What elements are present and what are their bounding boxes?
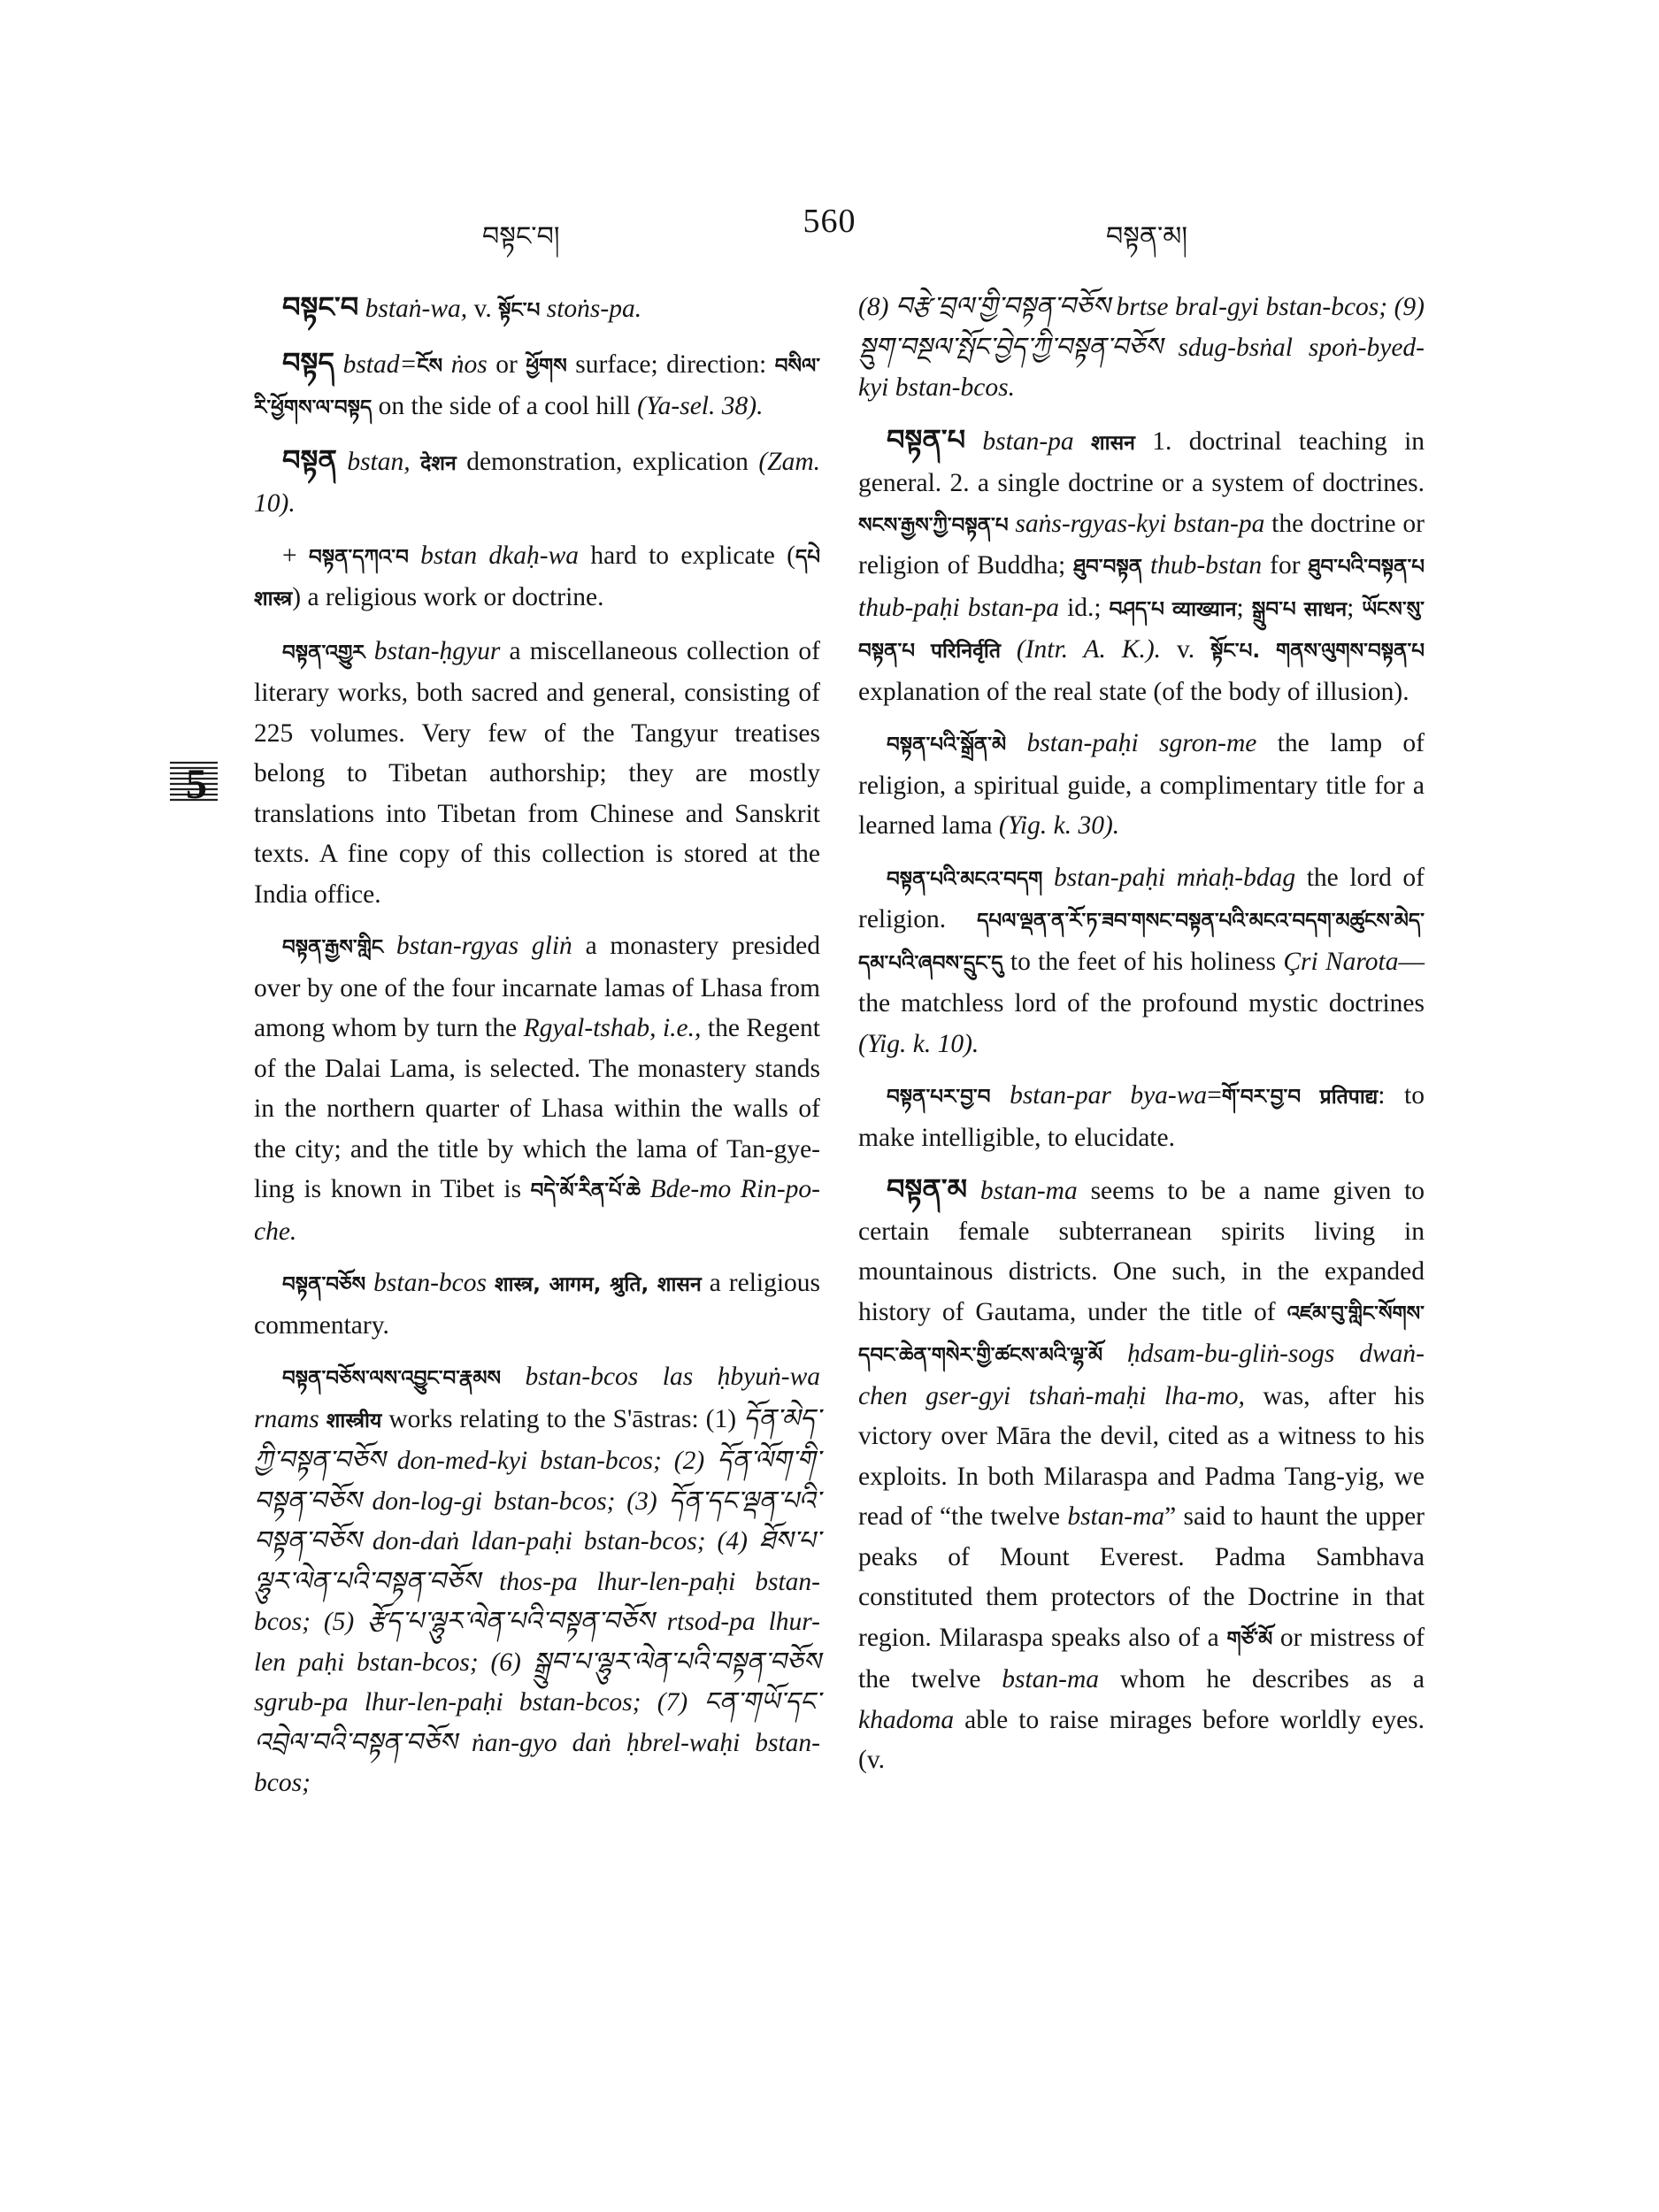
entry-commentary-list-cont: (8) བརྩེ་བྲལ་གྱི་བསྟན་བཅོས brtse bral-gyi bstan-bcos; (9) སྡུག་བསྔལ་སྤོང་བྱེད་ཀྱི་བསྟན་བཅོས sdug-bsṅal spoṅ-byed-kyi bstan-bcos. <box>858 293 1425 402</box>
entry-bstang-wa: བསྟང་བ bstaṅ-wa, v. སྟོང་པ stoṅs-pa. <box>282 290 642 324</box>
entry-bstan-par-bya-wa: བསྟན་པར་བྱ་བ bstan-par bya-wa=གོ་བར་བྱ་བ प्रतिपाद्य: to make intelligible, to elucidate. <box>858 1081 1425 1152</box>
entry-bstan-pahi-mngah-bdag: བསྟན་པའི་མངའ་བདག bstan-paḥi mṅaḥ-bdag the lord of religion. དཔལ་ལྡན་ན་རོ་ཏ་ཟབ་གསང་བསྟན་པའི་མངའ་བདག་མཚུངས་མེད་དམ་པའི་ཞབས་དྲུང་དུ to the feet of his holiness Çri Narota—the matchless lord of the profound mystic doctrines (Yig. k. 10). <box>858 863 1425 1058</box>
entry-bstan-hgyur: བསྟན་འགྱུར bstan-ḥgyur a miscellaneous collection of literary works, both sacred and general, consisting of 225 volumes. Very few of the Tangyur treatises belong to Tibetan authorship; they are mostly translations into Tibetan from Chinese and Sanskrit texts. A fine copy of this collection is stored at the India office. <box>254 636 820 909</box>
entry-bstad: བསྟད bstad=ངོས ṅos or ཕྱོགས surface; direction: བསིལ་རི་ཕྱོགས་ལ་བསྟད on the side of a cool hill (Ya-sel. 38). <box>254 345 821 420</box>
page-header <box>0 202 1659 255</box>
section-5-mark <box>168 759 219 805</box>
entry-bstan: བསྟན bstan, देशन demonstration, explication (Zam. 10). <box>254 442 821 518</box>
entry-bstan-bcos-las: བསྟན་བཅོས་ལས་འབྱུང་བ་རྣམས bstan-bcos las ḥbyuṅ-wa rnams शास्त्रीय works relating to the S'āstras: (1) དོན་མེད་ཀྱི་བསྟན་བཅོས don-med-kyi bstan-bcos; (2) དོན་ལོག་གི་བསྟན་བཅོས don-log-gi bstan-bcos; (3) དོན་དང་ལྡན་པའི་བསྟན་བཅོས don-daṅ ldan-paḥi bstan-bcos; (4) ཐོས་པ་ལྷུར་ལེན་པའི་བསྟན་བཅོས thos-pa lhur-len-paḥi bstan-bcos; (5) རྩོད་པ་ལྷུར་ལེན་པའི་བསྟན་བཅོས rtsod-pa lhur-len paḥi bstan-bcos; (6) སྒྲུབ་པ་ལྷུར་ལེན་པའི་བསྟན་བཅོས sgrub-pa lhur-len-paḥi bstan-bcos; (7) ངན་གཡོ་དང་འབྲེལ་བའི་བསྟན་བཅོས ṅan-gyo daṅ ḥbrel-waḥi bstan-bcos; <box>254 1363 821 1797</box>
entry-bstan-dkah-wa: + བསྟན་དཀའ་བ bstan dkaḥ-wa hard to explicate (དཔེ शास्त्र) a religious work or doctrine. <box>254 541 821 611</box>
header-left-headword: བསྟང་བ། <box>482 221 560 252</box>
header-right-headword: བསྟན་མ། <box>1106 221 1188 252</box>
svg-text:5: 5 <box>186 761 207 805</box>
page-number: 560 <box>803 203 856 240</box>
entry-bstan-pa: བསྟན་པ bstan-pa शासन 1. doctrinal teaching in general. 2. a single doctrine or a system of doctrines. སངས་རྒྱས་ཀྱི་བསྟན་པ saṅs-rgyas-kyi bstan-pa the doctrine or religion of Buddha; ཐུབ་བསྟན thub-bstan for ཐུབ་པའི་བསྟན་པ thub-paḥi bstan-pa id.; བཤད་པ व्याख्यान; སྒྲུབ་པ साधन; ཡོངས་སུ་བསྟན་པ परिनिर्वृति (Intr. A. K.). v. སྟོང་པ. གནས་ལུགས་བསྟན་པ explanation of the real state (of the body of illusion). <box>858 422 1425 706</box>
entry-bstan-bcos: བསྟན་བཅོས bstan-bcos शास्त्र, आगम, श्रुति, शासन a religious commentary. <box>254 1269 821 1340</box>
entry-bstan-ma: བསྟན་མ bstan-ma seems to be a name given to certain female subterranean spirits living in mountainous districts. One such, in the expanded history of Gautama, under the title of འཛམ་བུ་གླིང་སོགས་དབང་ཆེན་གསེར་གྱི་ཚངས་མའི་ལྷ་མོ ḥdsam-bu-gliṅ-sogs dwaṅ-chen gser-gyi tshaṅ-maḥi lha-mo, was, after his victory over Māra the devil, cited as a witness to his exploits. In both Milaraspa and Padma Tang-yig, we read of “the twelve bstan-ma” said to haunt the upper peaks of Mount Everest. Padma Sambhava constituted them protectors of the Doctrine in that region. Milaraspa speaks also of a གཙོ་མོ or mistress of the twelve bstan-ma whom he describes as a khadoma able to raise mirages before worldly eyes. (v. <box>858 1172 1425 1774</box>
right-column <box>858 288 1425 1793</box>
entry-bstan-rgyas-gling: བསྟན་རྒྱས་གླིང bstan-rgyas gliṅ a monastery presided over by one of the four incarnate lamas of Lhasa from among whom by turn the Rgyal-tshab, i.e., the Regent of the Dalai Lama, is selected. The monastery stands in the northern quarter of Lhasa within the walls of the city; and the title by which the lama of Tan-gye-ling is known in Tibet is བདེ་མོ་རིན་པོ་ཆེ Bde-mo Rin-po-che. <box>254 932 821 1246</box>
left-column <box>254 288 820 1816</box>
entry-bstan-pahi-sgron-me: བསྟན་པའི་སྒྲོན་མེ bstan-paḥi sgron-me the lamp of religion, a spiritual guide, a complimentary title for a learned lama (Yig. k. 30). <box>858 729 1425 840</box>
